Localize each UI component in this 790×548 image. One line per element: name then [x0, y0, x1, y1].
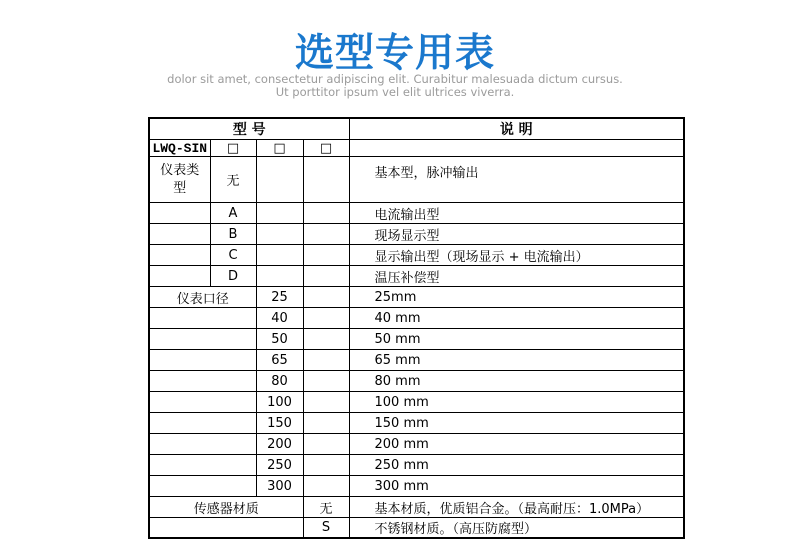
option-desc: 150 mm — [349, 413, 684, 434]
diameter-option-row — [149, 455, 684, 476]
option-desc: 50 mm — [349, 329, 684, 350]
option-code: S — [303, 518, 349, 539]
diameter-option-row — [149, 476, 684, 497]
option-desc: 300 mm — [349, 476, 684, 497]
option-desc: 80 mm — [349, 371, 684, 392]
empty-cell — [303, 266, 349, 287]
diameter-option-row — [149, 392, 684, 413]
empty-cell — [256, 157, 303, 203]
option-code: 无 — [210, 157, 256, 203]
empty-cell — [303, 476, 349, 497]
option-desc: 100 mm — [349, 392, 684, 413]
empty-cell — [256, 245, 303, 266]
empty-cell — [149, 266, 210, 287]
option-code: 25 — [256, 287, 303, 308]
option-code: 无 — [303, 497, 349, 518]
empty-cell — [303, 392, 349, 413]
option-desc: 200 mm — [349, 434, 684, 455]
model-code-row — [149, 140, 684, 157]
meter-type-option-row — [149, 245, 684, 266]
option-desc: 40 mm — [349, 308, 684, 329]
option-code: 300 — [256, 476, 303, 497]
empty-cell — [149, 413, 256, 434]
desc-column-header: 说 明 — [349, 118, 684, 140]
option-code: B — [210, 224, 256, 245]
table-header-row — [149, 118, 684, 140]
page-title: 选型专用表 — [294, 31, 495, 76]
diameter-group-label: 仪表口径 — [149, 287, 256, 308]
subtitle-line-1: dolor sit amet, consectetur adipiscing elit. Curabitur malesuada dictum cursus. — [167, 72, 623, 86]
empty-cell — [303, 350, 349, 371]
option-desc: 温压补偿型 — [349, 266, 684, 287]
empty-cell — [303, 371, 349, 392]
diameter-option-row — [149, 287, 684, 308]
empty-cell — [303, 434, 349, 455]
empty-cell — [149, 476, 256, 497]
diameter-option-row — [149, 371, 684, 392]
empty-cell — [149, 455, 256, 476]
empty-cell — [303, 203, 349, 224]
option-code: 150 — [256, 413, 303, 434]
option-desc: 65 mm — [349, 350, 684, 371]
empty-cell — [349, 140, 684, 157]
empty-cell — [149, 308, 256, 329]
empty-cell — [303, 413, 349, 434]
empty-cell — [149, 224, 210, 245]
empty-cell — [303, 308, 349, 329]
sensor-material-group-label: 传感器材质 — [149, 497, 303, 518]
option-code: 100 — [256, 392, 303, 413]
empty-cell — [303, 287, 349, 308]
model-slot-1-checkbox: □ — [210, 140, 256, 157]
empty-cell — [149, 434, 256, 455]
option-desc: 现场显示型 — [349, 224, 684, 245]
option-desc: 250 mm — [349, 455, 684, 476]
option-desc: 25mm — [349, 287, 684, 308]
empty-cell — [149, 245, 210, 266]
diameter-option-row — [149, 329, 684, 350]
option-code: D — [210, 266, 256, 287]
sensor-material-option-row — [149, 518, 684, 539]
option-code: 50 — [256, 329, 303, 350]
option-code: 65 — [256, 350, 303, 371]
sensor-material-option-row — [149, 497, 684, 518]
selection-table — [148, 117, 685, 539]
empty-cell — [303, 245, 349, 266]
model-code: LWQ-SIN — [149, 140, 210, 157]
meter-type-label-line-2: 型 — [173, 180, 187, 196]
meter-type-group-label — [149, 157, 210, 203]
meter-type-option-row — [149, 266, 684, 287]
model-column-header: 型 号 — [149, 118, 349, 140]
empty-cell — [149, 350, 256, 371]
option-desc: 基本型，脉冲输出 — [349, 157, 684, 203]
empty-cell — [303, 224, 349, 245]
subtitle — [0, 73, 790, 99]
option-code: C — [210, 245, 256, 266]
option-desc: 基本材质，优质铝合金。（最高耐压：1.0MPa） — [349, 497, 684, 518]
empty-cell — [149, 518, 303, 539]
model-slot-2-checkbox: □ — [256, 140, 303, 157]
empty-cell — [149, 329, 256, 350]
option-code: 80 — [256, 371, 303, 392]
empty-cell — [303, 329, 349, 350]
meter-type-option-row — [149, 157, 684, 203]
diameter-option-row — [149, 434, 684, 455]
option-desc: 显示输出型（现场显示 + 电流输出） — [349, 245, 684, 266]
diameter-option-row — [149, 413, 684, 434]
empty-cell — [303, 157, 349, 203]
option-code: 40 — [256, 308, 303, 329]
diameter-option-row — [149, 308, 684, 329]
diameter-option-row — [149, 350, 684, 371]
option-desc: 不锈钢材质。（高压防腐型） — [349, 518, 684, 539]
option-code: A — [210, 203, 256, 224]
option-code: 200 — [256, 434, 303, 455]
empty-cell — [303, 455, 349, 476]
empty-cell — [149, 392, 256, 413]
subtitle-line-2: Ut porttitor ipsum vel elit ultrices viverra. — [275, 85, 515, 99]
empty-cell — [149, 371, 256, 392]
meter-type-label-line-1: 仪表类 — [160, 162, 200, 178]
meter-type-option-row — [149, 203, 684, 224]
empty-cell — [256, 203, 303, 224]
empty-cell — [256, 266, 303, 287]
empty-cell — [256, 224, 303, 245]
option-desc: 电流输出型 — [349, 203, 684, 224]
empty-cell — [149, 203, 210, 224]
model-slot-3-checkbox: □ — [303, 140, 349, 157]
meter-type-option-row — [149, 224, 684, 245]
option-code: 250 — [256, 455, 303, 476]
